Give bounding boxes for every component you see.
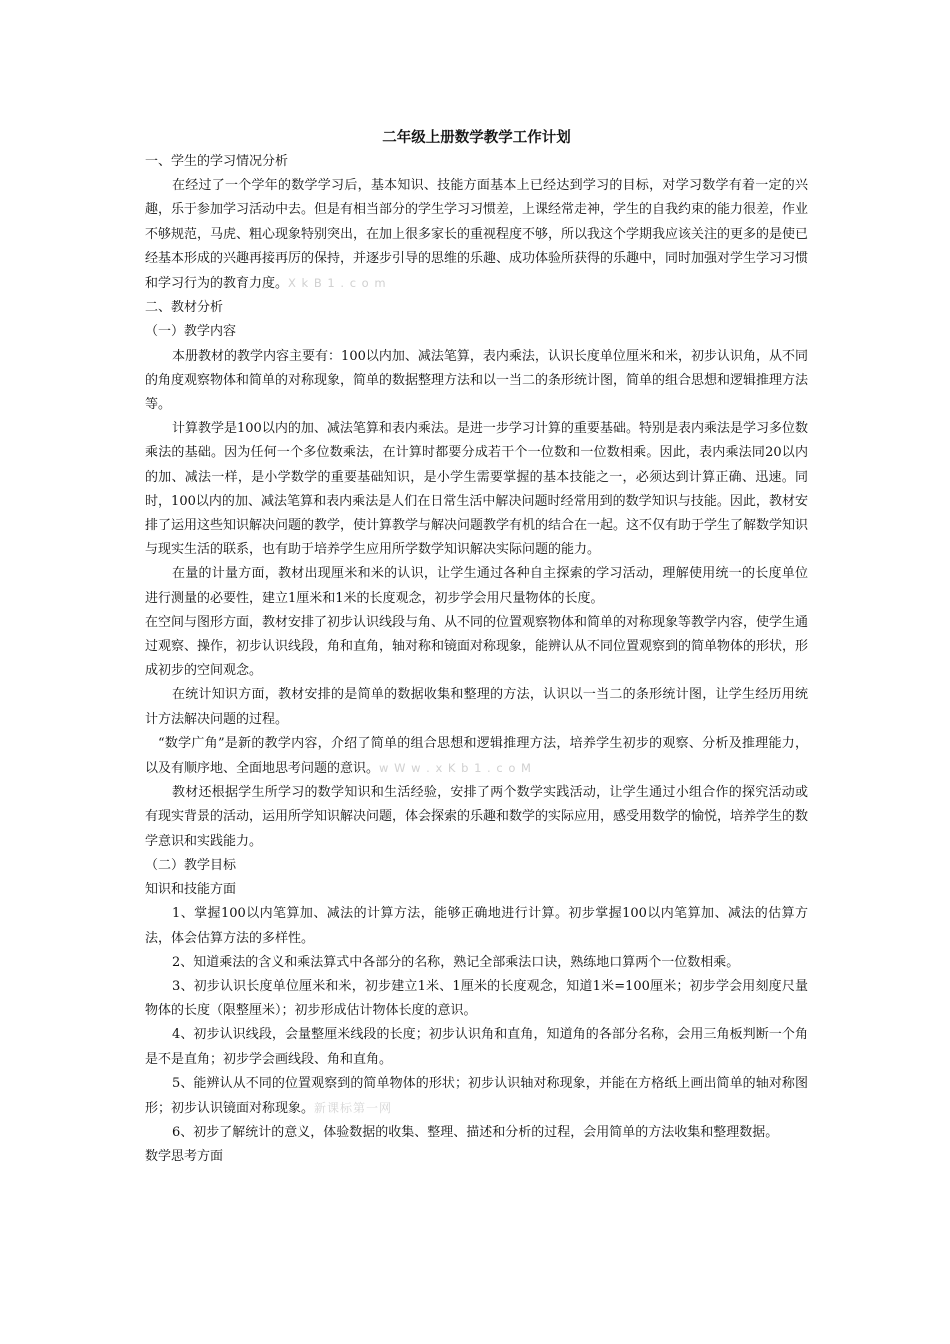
paragraph: 在统计知识方面，教材安排的是简单的数据收集和整理的方法，认识以一当二的条形统计图，让学生经历用统计方法解决问题的过程。 xyxy=(145,687,808,727)
goal-item: 3、初步认识长度单位厘米和米，初步建立1米、1厘米的长度观念，知道1米=100厘米；初步学会用刻度尺量物体的长度（限整厘米）；初步形成估计物体长度的意识。 xyxy=(145,978,808,1019)
document-page xyxy=(145,126,808,1170)
goal-item xyxy=(145,1072,808,1121)
goal-text: 5、能辨认从不同的位置观察到的简单物体的形状；初步认识轴对称现象，并能在方格纸上画出简单的轴对称图形；初步认识镜面对称现象。 xyxy=(145,1075,808,1116)
goal-item: 6、初步了解统计的意义，体验数据的收集、整理、描述和分析的过程，会用简单的方法收集和整理数据。 xyxy=(172,1125,779,1141)
subsection-heading-content: （一）教学内容 xyxy=(145,324,237,340)
document-title: 二年级上册数学教学工作计划 xyxy=(382,130,571,146)
subsection-heading-goals: （二）教学目标 xyxy=(145,857,237,873)
section-heading-2: 二、教材分析 xyxy=(145,300,224,316)
paragraph: 本册教材的教学内容主要有：100以内加、减法笔算，表内乘法，认识长度单位厘米和米，初步认识角，从不同的角度观察物体和简单的对称现象，简单的数据整理方法和以一当二的条形统计图，简单的组合思想和逻辑推理方法等。 xyxy=(145,348,809,413)
goal-item: 4、初步认识线段，会量整厘米线段的长度；初步认识角和直角，知道角的各部分名称，会用三角板判断一个角是不是直角；初步学会画线段、角和直角。 xyxy=(145,1027,808,1067)
paragraph: 教材还根据学生所学习的数学知识和生活经验，安排了两个数学实践活动，让学生通过小组合作的探究活动或有现实背景的活动，运用所学知识解决问题，体会探索的乐趣和数学的实际应用，感受用数学的愉悦，培养学生的数学意识和实践能力。 xyxy=(145,785,809,849)
subsection-heading-thinking: 数学思考方面 xyxy=(145,1149,224,1165)
section-heading-1: 一、学生的学习情况分析 xyxy=(145,154,289,169)
paragraph-text: “数学广角”是新的教学内容，介绍了简单的组合思想和逻辑推理方法，培养学生初步的观察、分析及推理能力，以及有顺序地、全面地思考问题的意识。 xyxy=(145,735,808,777)
goal-item: 2、知道乘法的含义和乘法算式中各部分的名称，熟记全部乘法口诀，熟练地口算两个一位数相乘。 xyxy=(172,954,740,970)
subsection-heading-knowledge: 知识和技能方面 xyxy=(145,882,237,898)
watermark-text: w W w . x K b 1 . c o M xyxy=(379,761,532,776)
watermark-text: 新课标第一网 xyxy=(314,1100,393,1115)
paragraph: 在空间与图形方面，教材安排了初步认识线段与角、从不同的位置观察物体和简单的对称现象等教学内容，使学生通过观察、操作，初步认识线段，角和直角，轴对称和镜面对称现象，能辨认从不同位置观察到的简单物体的形状，形成初步的空间观念。 xyxy=(145,614,809,679)
paragraph xyxy=(145,174,808,296)
goal-item: 1、掌握100以内笔算加、减法的计算方法，能够正确地进行计算。初步掌握100以内笔算加、减法的估算方法，体会估算方法的多样性。 xyxy=(145,906,808,946)
paragraph xyxy=(145,732,808,781)
watermark-text: X k B 1 . c o m xyxy=(288,276,387,291)
paragraph: 计算教学是100以内的加、减法笔算和表内乘法。是进一步学习计算的重要基础。特别是表内乘法是学习多位数乘法的基础。因为任何一个多位数乘法，在计算时都要分成若干个一位数和一位数相乘。因此，表内乘法同20以内的加、减法一样，是小学数学的重要基础知识，是小学生需要掌握的基本技能之一，必须达到计算正确、迅速。同时，100以内的加、减法笔算和表内乘法是人们在日常生活中解决问题时经常用到的数学知识与技能。因此，教材安排了运用这些知识解决问题的教学，使计算教学与解决问题教学有机的结合在一起。这不仅有助于学生了解数学知识与现实生活的联系，也有助于培养学生应用所学数学知识解决实际问题的能力。 xyxy=(145,421,809,558)
paragraph-text: 在经过了一个学年的数学学习后，基本知识、技能方面基本上已经达到学习的目标，对学习数学有着一定的兴趣，乐于参加学习活动中去。但是有相当部分的学生学习习惯差，上课经常走神，学生的自我约束的能力很差，作业不够规范，马虎、粗心现象特别突出，在加上很多家长的重视程度不够，所以我这个学期我应该关注的更多的是使已经基本形成的兴趣再接再厉的保持，并逐步引导的思维的乐趣、成功体验所获得的乐趣中，同时加强对学生学习习惯和学习行为的教育力度。 xyxy=(145,178,809,292)
paragraph: 在量的计量方面，教材出现厘米和米的认识，让学生通过各种自主探索的学习活动，理解使用统一的长度单位进行测量的必要性，建立1厘米和1米的长度观念，初步学会用尺量物体的长度。 xyxy=(145,566,808,606)
